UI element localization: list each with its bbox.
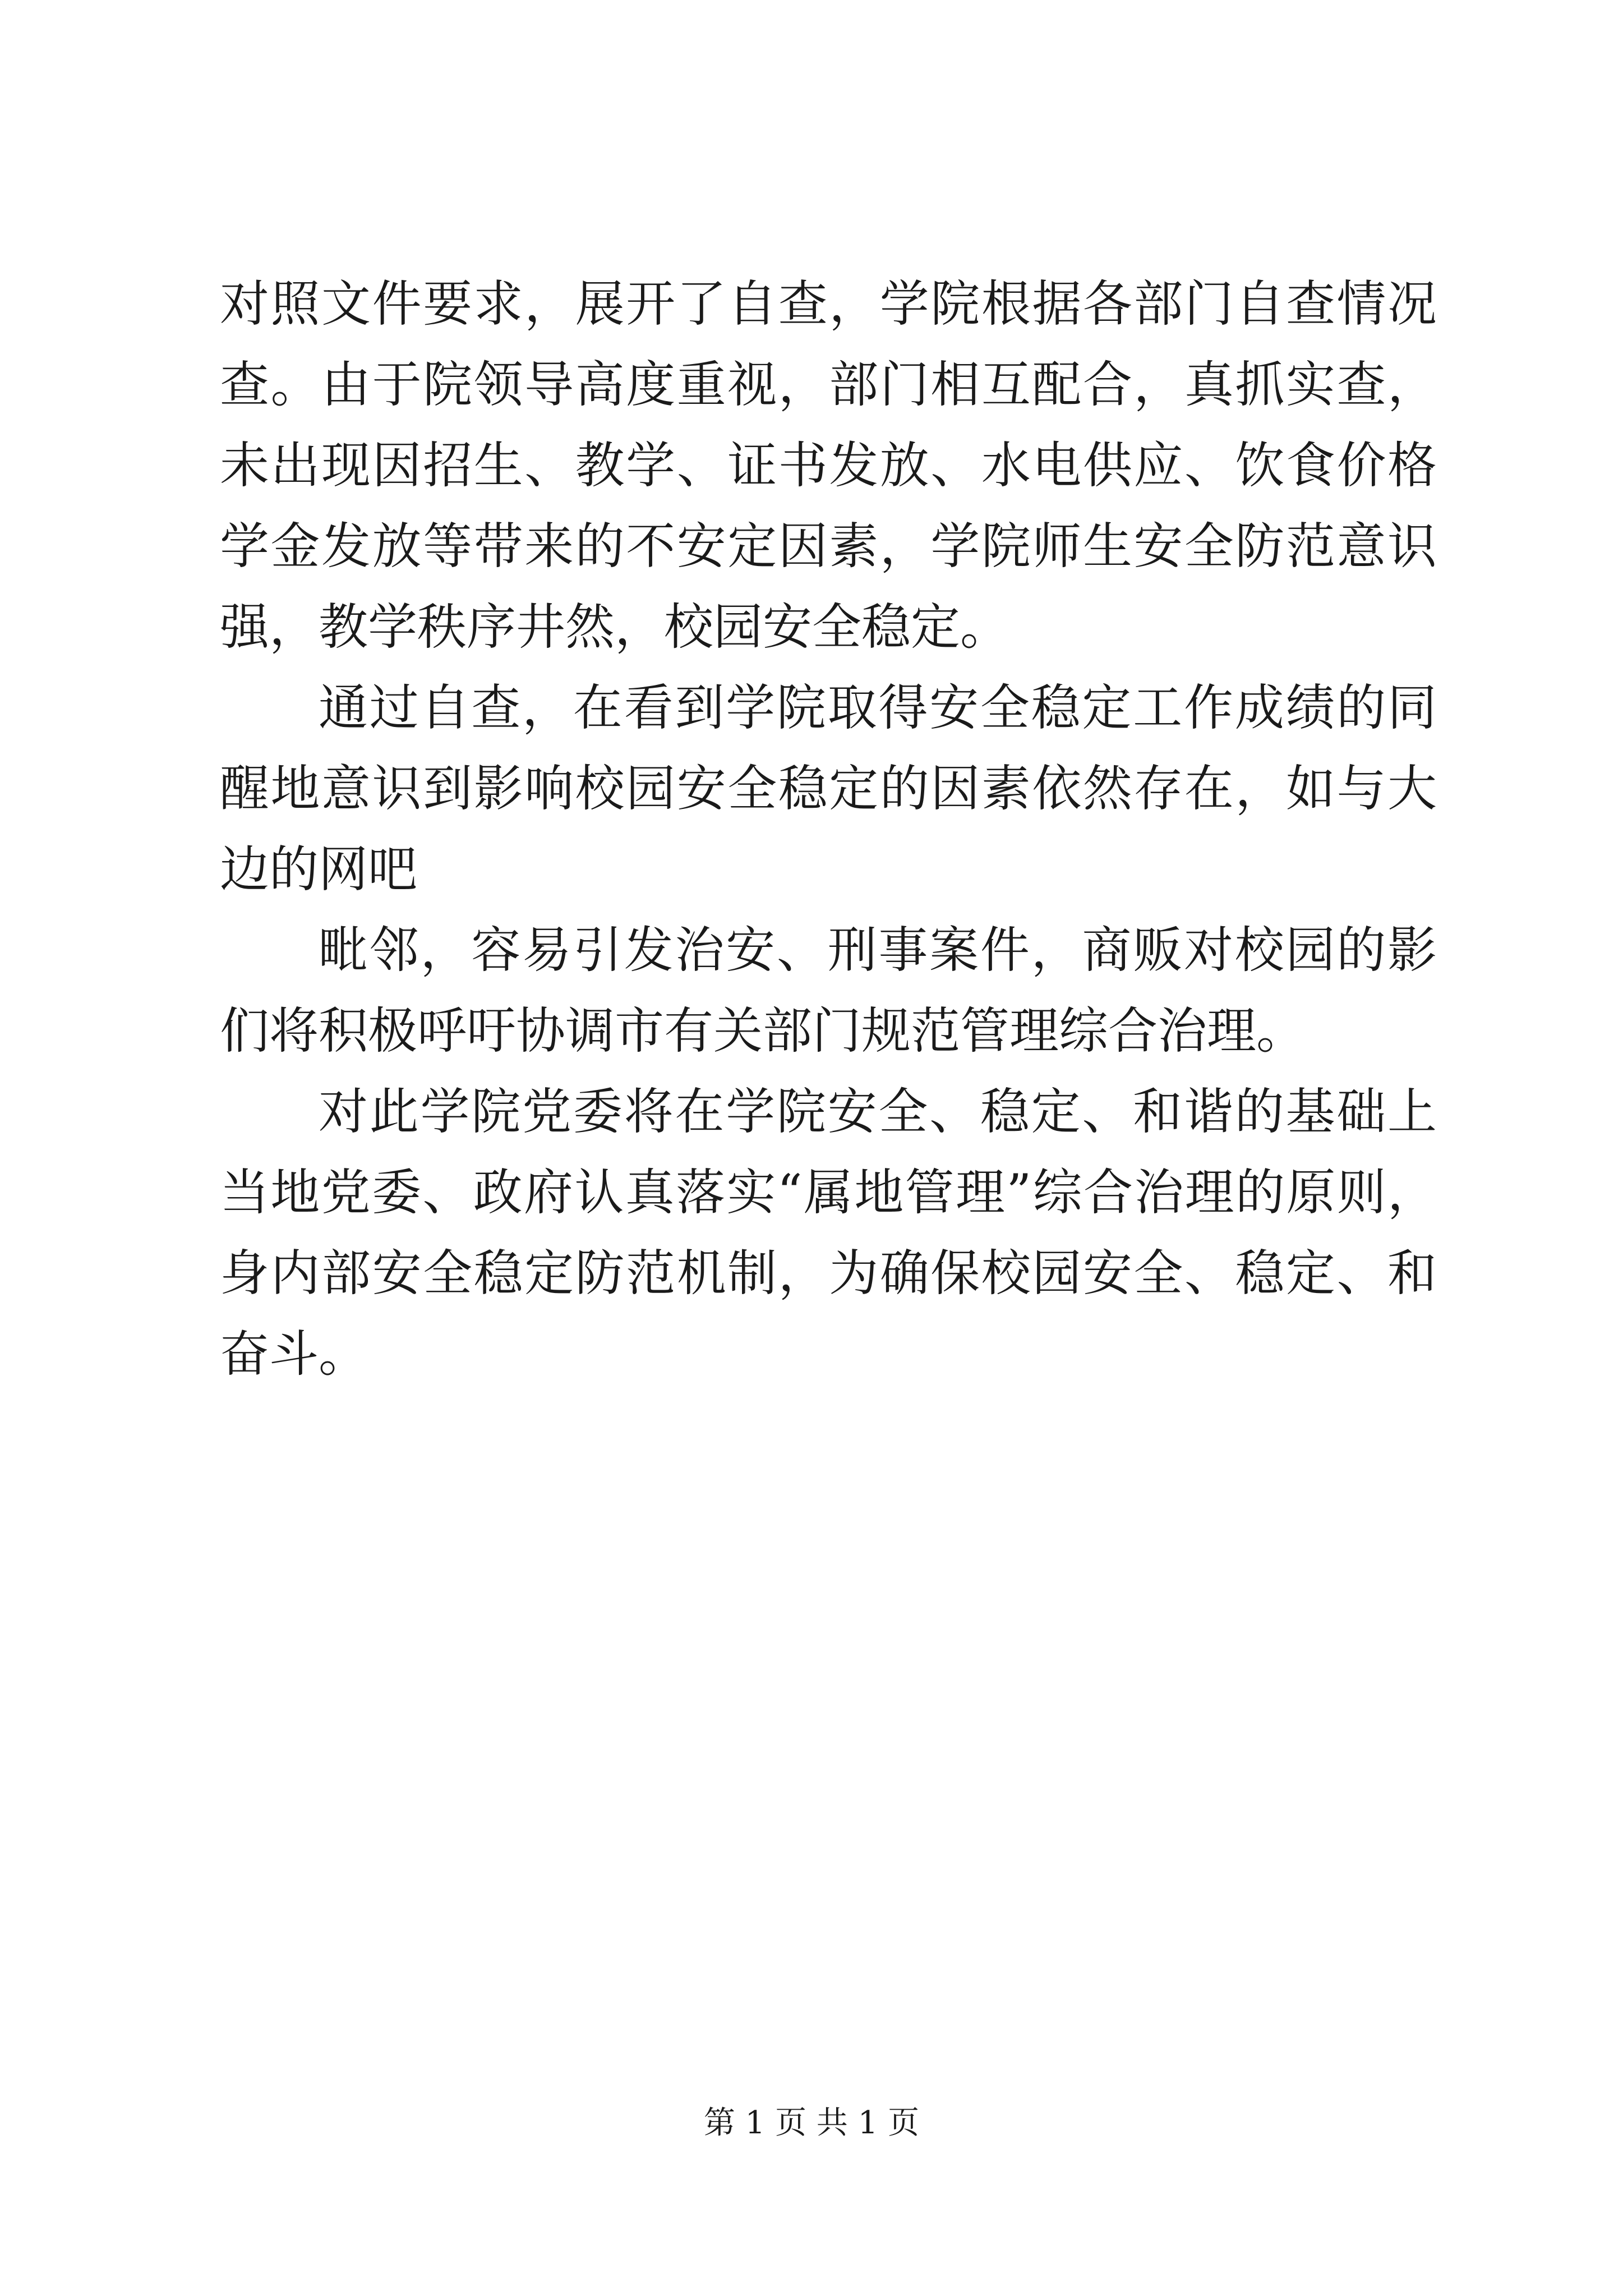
paragraph-line: 对此学院党委将在学院安全、稳定、和谐的基础上 — [319, 1083, 1437, 1140]
paragraph-line: 醒地意识到影响校园安全稳定的因素依然存在，如与大 — [220, 760, 1437, 817]
page-footer: 第 1 页 共 1 页 — [703, 2105, 920, 2141]
paragraph-line: 毗邻，容易引发治安、刑事案件，商贩对校园的影 — [319, 921, 1437, 979]
paragraph-line: 查。由于院领导高度重视，部门相互配合，真抓实查， — [220, 356, 1437, 413]
paragraph-line: 学金发放等带来的不安定因素，学院师生安全防范意识 — [220, 517, 1437, 575]
paragraph-line: 通过自查，在看到学院取得安全稳定工作成绩的同 — [319, 679, 1437, 737]
paragraph-line: 边的网吧 — [220, 840, 418, 898]
paragraph-line: 奋斗。 — [220, 1325, 368, 1383]
document-body — [220, 264, 1437, 1395]
paragraph-line: 当地党委、政府认真落实“属地管理”综合治理的原则， — [220, 1163, 1437, 1221]
paragraph-line: 强，教学秩序井然，校园安全稳定。 — [220, 598, 1010, 656]
paragraph-line: 身内部安全稳定防范机制，为确保校园安全、稳定、和 — [220, 1244, 1437, 1302]
paragraph-line: 们将积极呼吁协调市有关部门规范管理综合治理。 — [220, 1002, 1306, 1060]
paragraph-line: 未出现因招生、教学、证书发放、水电供应、饮食价格 — [220, 436, 1437, 494]
paragraph-line: 对照文件要求，展开了自查，学院根据各部门自查情况 — [220, 275, 1437, 333]
